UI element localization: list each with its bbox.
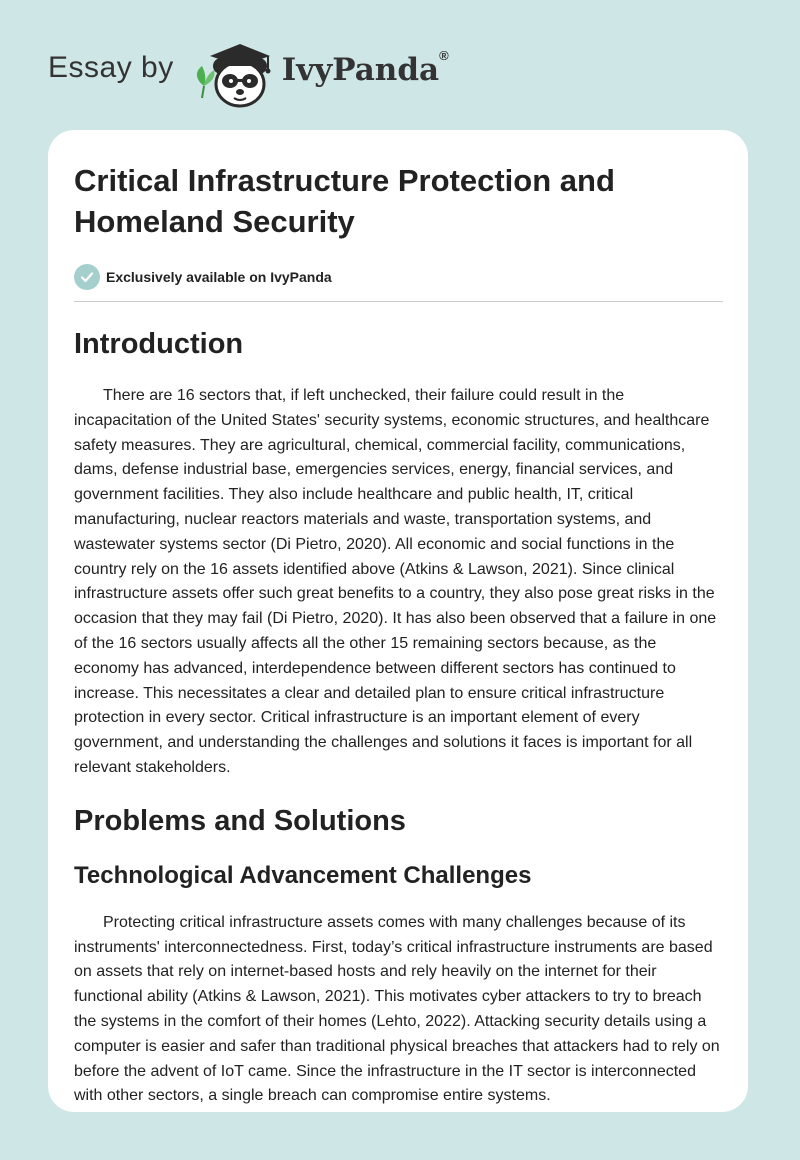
panda-logo-icon bbox=[188, 36, 280, 112]
brand-name-text: IvyPanda bbox=[281, 52, 440, 88]
registered-mark: ® bbox=[439, 48, 449, 63]
intro-paragraph: There are 16 sectors that, if left unchecked, their failure could result in the incapacitation of the United States' security systems, economic structures, and healthcare safety measures. They are agricultural, chemical, commercial facility, communications, dams, defense industrial base, emergencies services, energy, financial services, and government facilities. They also include healthcare and public health, IT, critical manufacturing, nuclear reactors materials and waste, transportation systems, and wastewater systems sector (Di Pietro, 2020). All economic and social functions in the country rely on the 16 assets identified above (Atkins & Lawson, 2021). Since clinical infrastructure assets offer such great benefits to a country, they also pose great risks in the occasion that they may fail (Di Pietro, 2020). It has also been observed that a failure in one of the 16 sectors usually affects all the other 15 remaining sectors because, as the economy has advanced, interdependence between different sectors has continued to increase. This necessitates a clear and detailed plan to ensure critical infrastructure protection in every sector. Critical infrastructure is an important element of every government, and understanding the challenges and solutions it faces is important for all relevant stakeholders. bbox=[74, 387, 717, 776]
tech-paragraph: Protecting critical infrastructure assets comes with many challenges because of its instruments' interconnectedness. First, today’s critical infrastructure instruments are based on assets that rely on internet-based hosts and rely heavily on the internet for their functional ability (Atkins & Lawson, 2021). This motivates cyber attackers to try to breach the systems in the comfort of their homes (Lehto, 2022). Attacking security details using a computer is easier and safer than traditional physical breaches that attackers had to rely on before the advent of IoT came. Since the infrastructure in the IT sector is interconnected with other sectors, a single breach can compromise entire systems. bbox=[74, 913, 720, 1105]
exclusive-label: Exclusively available on IvyPanda bbox=[106, 269, 332, 285]
tech-heading: Technological Advancement Challenges bbox=[74, 861, 532, 889]
brand-name bbox=[281, 48, 449, 88]
page-title: Critical Infrastructure Protection and Homeland Security bbox=[74, 163, 615, 239]
leaf-icon bbox=[197, 66, 215, 98]
article-content bbox=[74, 160, 723, 1109]
exclusive-badge bbox=[74, 262, 723, 292]
title-divider bbox=[74, 301, 723, 302]
brand-prefix: Essay by bbox=[48, 51, 174, 84]
brand-logo[interactable] bbox=[48, 36, 449, 112]
intro-heading: Introduction bbox=[74, 328, 244, 360]
article-card bbox=[48, 130, 748, 1112]
problems-heading: Problems and Solutions bbox=[74, 804, 406, 837]
check-icon bbox=[74, 264, 100, 290]
